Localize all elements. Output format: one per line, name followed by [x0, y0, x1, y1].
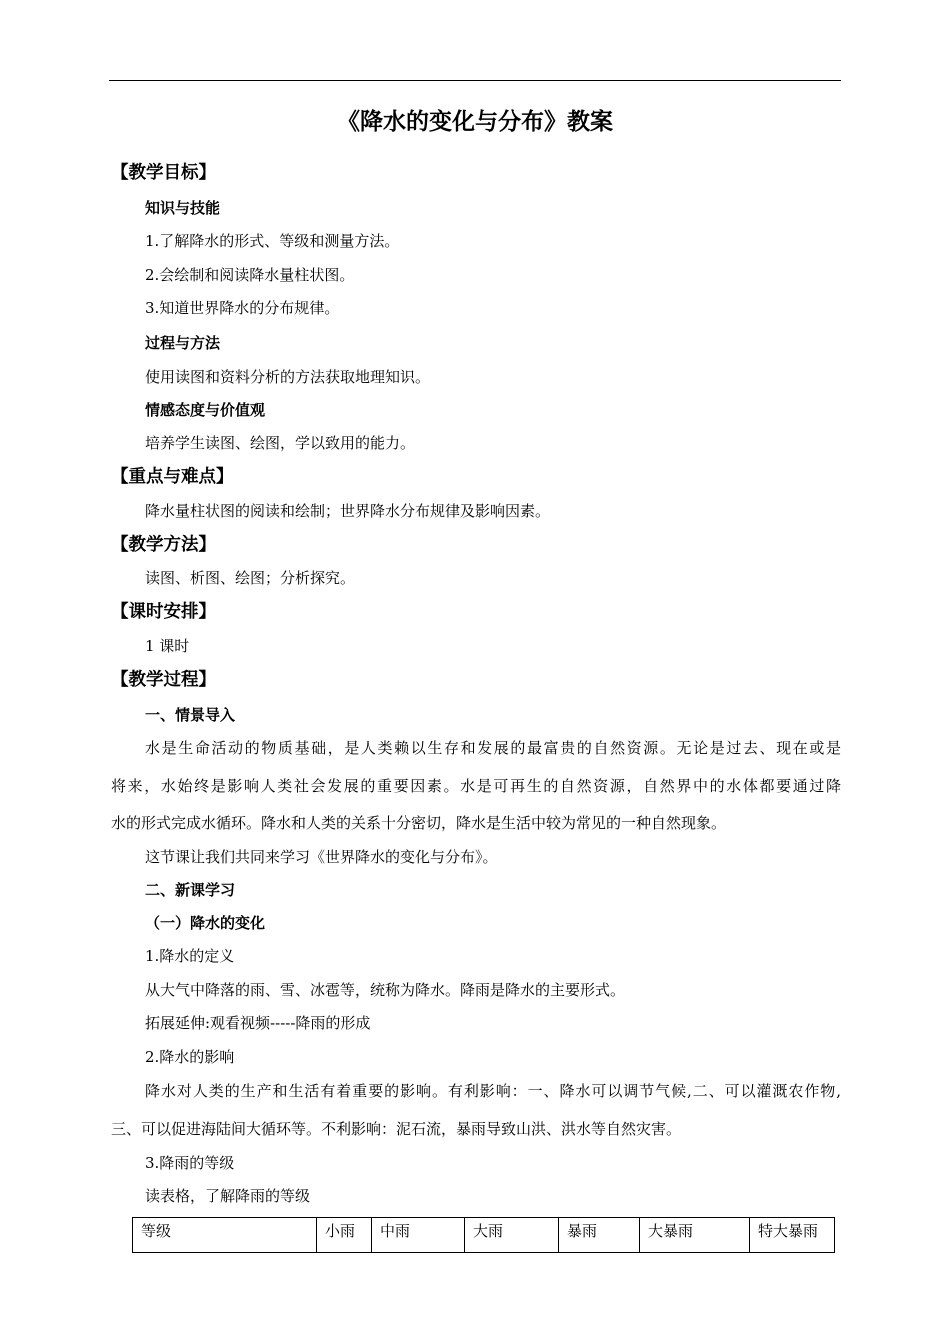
intro-heading: 一、情景导入 [145, 706, 236, 724]
grades-instruction: 读表格，了解降雨的等级 [145, 1187, 311, 1205]
methods-text: 读图、析图、绘图；分析探究。 [145, 569, 356, 587]
table-cell-heavy-rain: 大雨 [465, 1218, 559, 1253]
methods-heading: 【教学方法】 [111, 535, 216, 555]
table-cell-grade: 等级 [133, 1218, 317, 1253]
influence-title: 2.降水的影响 [145, 1048, 235, 1066]
objectives-heading: 【教学目标】 [111, 163, 216, 183]
table-cell-rainstorm: 暴雨 [559, 1218, 640, 1253]
teaching-process-heading: 【教学过程】 [111, 670, 216, 690]
knowledge-item-1: 1.了解降水的形式、等级和测量方法。 [145, 232, 400, 250]
attitude-heading: 情感态度与价值观 [145, 401, 266, 419]
table-cell-light-rain: 小雨 [317, 1218, 372, 1253]
influence-line-2: 三、可以促进海陆间大循环等。不利影响：泥石流，暴雨导致山洪、洪水等自然灾害。 [111, 1120, 682, 1138]
knowledge-item-2: 2.会绘制和阅读降水量柱状图。 [145, 266, 355, 284]
precip-change-heading: （一）降水的变化 [145, 914, 266, 932]
knowledge-heading: 知识与技能 [145, 199, 221, 217]
header-rule [109, 80, 841, 81]
intro-paragraph-line-3: 水的形式完成水循环。降水和人类的关系十分密切，降水是生活中较为常见的一种自然现象。 [111, 814, 727, 832]
influence-line-1: 降水对人类的生产和生活有着重要的影响。有利影响：一、降水可以调节气候,二、可以灌溉农作物, [145, 1082, 841, 1100]
knowledge-item-3: 3.知道世界降水的分布规律。 [145, 299, 340, 317]
intro-paragraph-line-2: 将来，水始终是影响人类社会发展的重要因素。水是可再生的自然资源，自然界中的水体都要通过降 [111, 777, 841, 795]
table-cell-moderate-rain: 中雨 [372, 1218, 465, 1253]
intro-lead-text: 这节课让我们共同来学习《世界降水的变化与分布》。 [145, 848, 498, 866]
grades-title: 3.降雨的等级 [145, 1154, 235, 1172]
table-cell-heavy-rainstorm: 大暴雨 [640, 1218, 750, 1253]
definition-title: 1.降水的定义 [145, 947, 235, 965]
table-cell-extreme-rainstorm: 特大暴雨 [750, 1218, 835, 1253]
document-title: 《降水的变化与分布》教案 [337, 109, 613, 135]
schedule-heading: 【课时安排】 [111, 602, 216, 622]
intro-paragraph-line-1: 水是生命活动的物质基础，是人类赖以生存和发展的最富贵的自然资源。无论是过去、现在或是 [145, 739, 841, 757]
extension-text: 拓展延伸:观看视频-----降雨的形成 [145, 1014, 371, 1032]
keypoints-heading: 【重点与难点】 [111, 467, 234, 487]
attitude-text: 培养学生读图、绘图，学以致用的能力。 [145, 434, 416, 452]
process-method-heading: 过程与方法 [145, 334, 221, 352]
definition-text: 从大气中降落的雨、雪、冰雹等，统称为降水。降雨是降水的主要形式。 [145, 981, 626, 999]
process-method-text: 使用读图和资料分析的方法获取地理知识。 [145, 368, 431, 386]
table-row [133, 1218, 835, 1253]
keypoints-text: 降水量柱状图的阅读和绘制；世界降水分布规律及影响因素。 [145, 502, 551, 520]
new-lesson-heading: 二、新课学习 [145, 881, 236, 899]
rain-grade-table [132, 1217, 835, 1253]
schedule-text: 1 课时 [145, 637, 190, 655]
